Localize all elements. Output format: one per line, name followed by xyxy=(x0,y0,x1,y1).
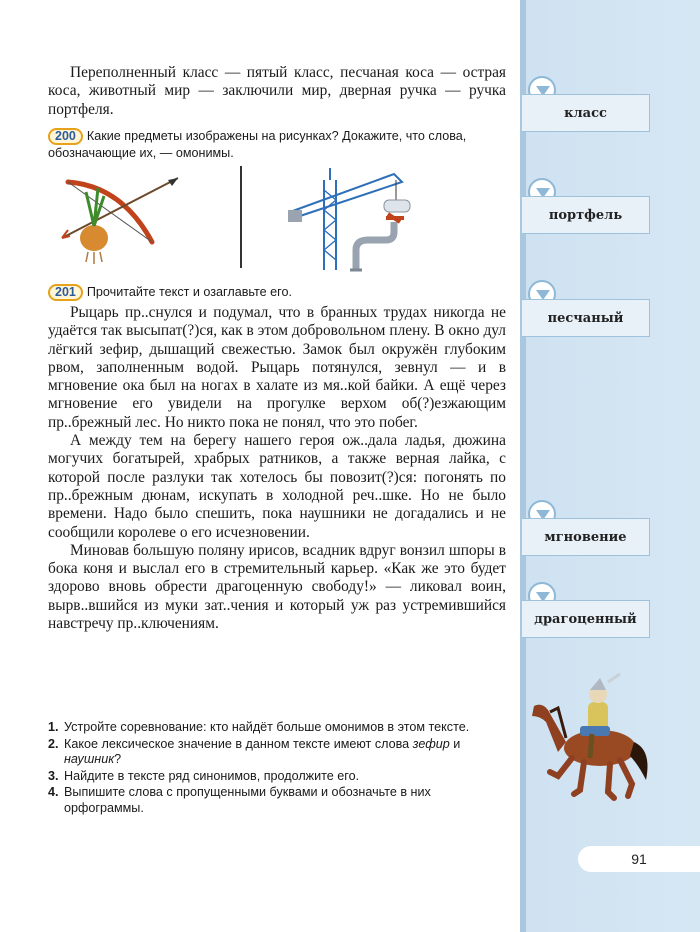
margin-word-dragotsenny: драгоценный xyxy=(522,600,650,638)
crane-jib xyxy=(290,174,402,218)
task-number: 4. xyxy=(48,785,59,800)
crane-and-faucet-illustration xyxy=(284,160,434,272)
task-text: Найдите в тексте ряд синонимов, продолжите его. xyxy=(64,768,360,783)
intro-text: Переполненный класс — пятый класс, песчаная коса — острая коса, животный мир — заключили мир, дверная ручка — ручка портфеля. xyxy=(48,64,506,118)
exercise-200-instruction: Какие предметы изображены на рисунках? Докажите, что слова, обозначающие их, — омонимы. xyxy=(48,129,467,160)
task-text: Устройте соревнование: кто найдёт больше омонимов в этом тексте. xyxy=(64,720,470,734)
onion xyxy=(80,225,108,251)
story-paragraph-2: А между тем на берегу нашего героя ож..дала ладья, дюжина могучих богатырей, храбрых ратников, а также верная лайка, с которой после разлуки так хотелось бы повозит(?)ся: погонять по пр..брежным дюнам, искупать в холодной реч..шке. Но не было времени. Надо было спешить, пока наушники не догадались и не сообщили королеве о его исчезновении. xyxy=(48,432,506,541)
story-paragraph-3: Миновав большую поляну ирисов, всадник вдруг вонзил шпоры в бока коня и выслал его в стремительный карьер. «Как же это будет здорово вновь обрести драгоценную свободу!» — ликовал воин, вырв..вшийся из муки зат..чения и который уж раз устремившийся навстречу пр..ключениям. xyxy=(48,541,506,633)
task-text-part: и xyxy=(449,736,461,751)
arrow-shaft xyxy=(62,178,178,238)
task-number: 2. xyxy=(48,736,59,751)
exercise-200 xyxy=(48,128,508,161)
task-text-part: Какое лексическое значение в данном тексте имеют слова xyxy=(64,736,413,751)
intro-paragraph xyxy=(48,64,506,119)
rider-helmet xyxy=(590,678,606,690)
task-item xyxy=(48,720,508,736)
task-item xyxy=(48,769,508,785)
margin-word-mgnovenie: мгновение xyxy=(522,518,650,556)
bow-and-onion-illustration xyxy=(52,172,184,268)
term-naushnik: наушник xyxy=(64,752,115,767)
knight-on-horse-illustration xyxy=(528,672,658,804)
margin-word-portfel: портфель xyxy=(522,196,650,234)
illustration-divider xyxy=(240,166,242,268)
task-text-part: ? xyxy=(114,752,122,767)
story-text xyxy=(48,304,506,633)
task-text xyxy=(64,737,508,768)
exercise-201-instruction: Прочитайте текст и озаглавьте его. xyxy=(86,285,292,299)
page-number: 91 xyxy=(578,846,700,872)
task-text: Выпишите слова с пропущенными буквами и обозначьте в них орфограммы. xyxy=(64,785,431,815)
margin-edge xyxy=(520,0,526,932)
onion-leaves xyxy=(86,188,104,226)
exercise-number-200: 200 xyxy=(48,128,83,145)
task-number: 3. xyxy=(48,768,59,783)
story-paragraph-1: Рыцарь пр..снулся и подумал, что в бранных трудах никогда не удаётся так высыпат(?)ся, как в этом добровольном плену. В окно дул лёгкий зефир, дышащий свежестью. Замок был окружён глубоким рвом, заполненным водой. Рыцарь потянулся, зевнул — и в мгновение ока был на ногах в халате из мя..кой байки. А ещё через мгновение его увидели на прогулке верхом об(?)езжающим пр..брежный лес. Но никто пока не понял, что это побег. xyxy=(48,304,506,431)
exercise-201 xyxy=(48,284,508,301)
margin-word-peschany: песчаный xyxy=(522,299,650,337)
faucet xyxy=(356,222,394,270)
horse-head xyxy=(532,705,566,752)
horse-tail xyxy=(630,742,648,780)
saddle-cloth xyxy=(580,726,610,736)
exercise-number-201: 201 xyxy=(48,284,83,301)
task-item xyxy=(48,737,508,768)
margin-word-klass: класс xyxy=(522,94,650,132)
term-zefir: зефир xyxy=(412,736,450,751)
task-list xyxy=(48,720,508,818)
task-number: 1. xyxy=(48,720,59,734)
task-item xyxy=(48,785,508,816)
